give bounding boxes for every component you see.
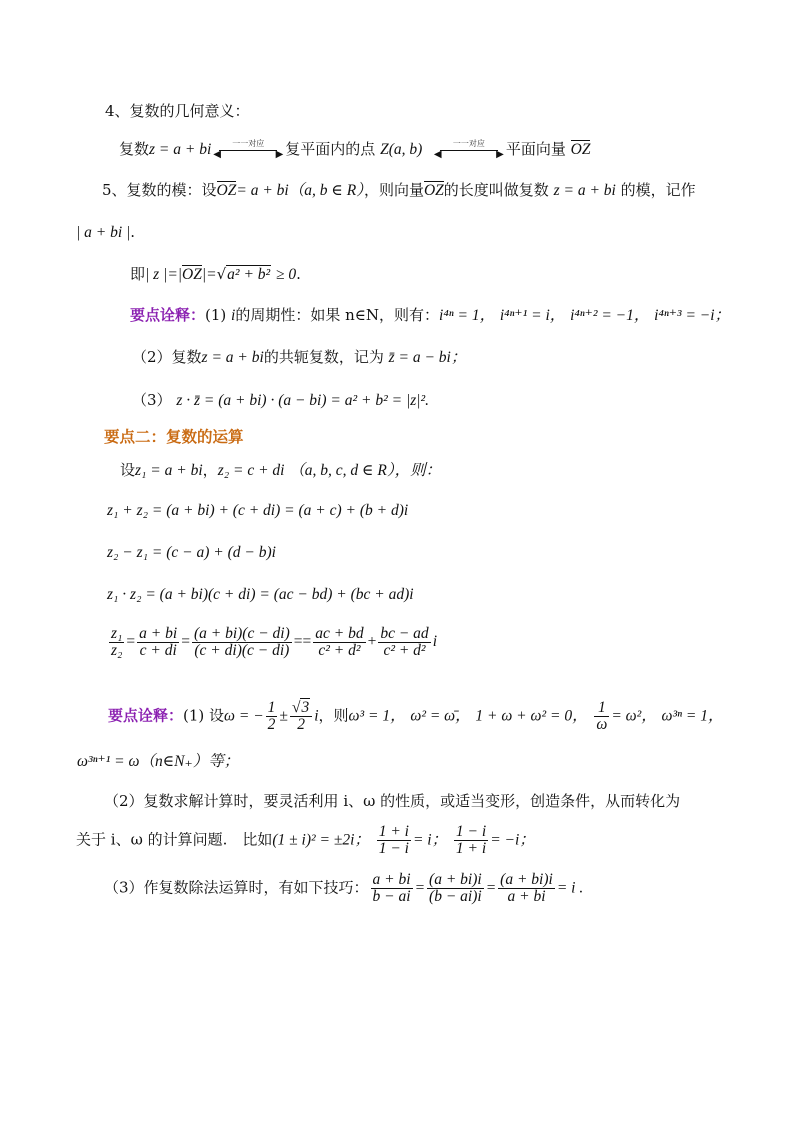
note-label: 要点诠释： [108,706,184,725]
note-1-line-3: （3） z · z̄ = (a + bi) · (a − bi) = a² + b² = |z|². [132,391,430,409]
geometry-line: 复数z = a + bi 一一对应 ◀ ▶ 复平面内的点 Z(a, b) 一一对应 ◀ ▶ 平面向量 OZ [119,139,591,160]
double-arrow-icon: 一一对应 ◀ ▶ [433,139,504,160]
section-2-title: 要点二：复数的运算 [104,427,244,446]
modulus-formula: 即| z |=|OZ|=√a² + b² ≥ 0. [130,265,301,283]
sqrt-icon: √a² + b² [216,265,271,283]
section-5-abs: | a + bi |. [76,223,136,241]
sqrt-icon: √3 [291,699,310,716]
ops-div: $\frac{\text{z₁}}{\text{z₂}}$ = $\frac{a + bi}{c + di}$ = $\frac{(a + bi)(c - di)}{(c + di)(c - di)}$ == $\frac{ac + bd}{\text{c² + d²}}$ + $\frac{bc - ad}{\text{c² + d²}}$ i [111,625,437,659]
double-arrow-icon: 一一对应 ◀ ▶ [213,139,284,160]
section-4-title: 4、复数的几何意义： [105,102,250,120]
note-label: 要点诠释： [130,306,206,324]
ops-mul: z₁ · z₂ = (a + bi)(c + di) = (ac − bd) + (bc + ad)i [107,586,414,603]
note-2-para-3: （3）作复数除法运算时，有如下技巧： $\frac{a + bi}{b - ai}$ = $\frac{(a + bi)i}{(b - ai)i}$ = $\frac{(a + bi)i}{a + bi}$ = i . [104,871,584,905]
note-2-line-2: ω³ⁿ⁺¹ = ω（n∈N₊）等； [77,753,240,770]
note-1-line-2: （2）复数z = a + bi的共轭复数，记为 z̄ = a − bi； [132,348,467,366]
ops-intro: 设z₁ = a + bi，z₂ = c + di （a, b, c, d ∈ R），则： [120,461,442,479]
note-2-para-2b: 关于 i、ω 的计算问题. 比如(1 ± i)² = ±2i； $\frac{1 + i}{1 - i}$ = i； $\frac{1 - i}{1 + i}$ = −i； [76,823,535,857]
ops-sub: z₂ − z₁ = (c − a) + (d − b)i [107,544,276,561]
section-5-line: 5、复数的模：设OZ= a + bi（a, b ∈ R），则向量OZ的长度叫做复数 z = a + bi 的模，记作 [102,181,696,199]
note-2-para-2a: （2）复数求解计算时，要灵活利用 i、ω 的性质，或适当变形，创造条件，从而转化为 [104,792,681,810]
note-2-line-1: 要点诠释：(1) 设ω = − $\frac{1}{2}$ ± $\frac{√3}{2}$ i，则ω³ = 1， ω² = ω̄， 1 + ω + ω² = 0， $\frac{1}{\omega}$ = ω²， ω³ⁿ = 1， [108,699,724,733]
note-1-line-1: 要点诠释：(1) i的周期性：如果 n∈N，则有：i⁴ⁿ = 1， i⁴ⁿ⁺¹ = i， i⁴ⁿ⁺² = −1， i⁴ⁿ⁺³ = −i； [130,306,731,324]
ops-add: z₁ + z₂ = (a + bi) + (c + di) = (a + c) + (b + d)i [107,502,409,519]
